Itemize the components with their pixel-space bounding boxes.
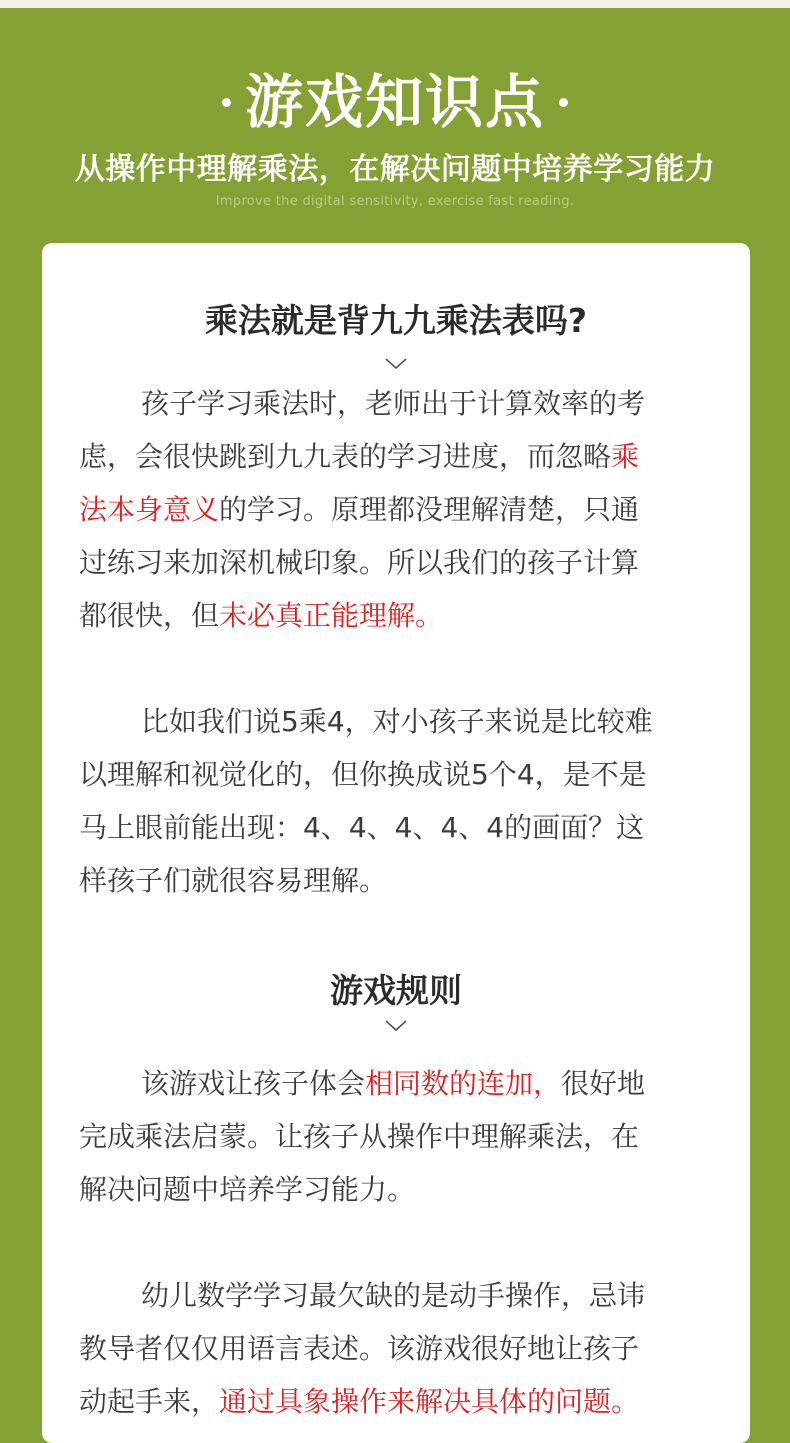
section-title-rules: 游戏规则 xyxy=(330,971,462,1010)
highlight-text: 乘 xyxy=(611,440,640,473)
title-dot-right xyxy=(559,98,568,107)
para-line: 以理解和视觉化的，但你换成说5个4，是不是 xyxy=(79,758,647,791)
para-line: 孩子学习乘法时，老师出于计算效率的考 xyxy=(141,387,646,420)
highlight-text: 未必真正能理解。 xyxy=(219,599,444,632)
chevron-down-icon xyxy=(384,357,408,371)
para-line: 该游戏让孩子体会 xyxy=(141,1067,366,1100)
paragraph-multiplication-example xyxy=(79,695,709,907)
highlight-text: 相同数的连加， xyxy=(365,1067,562,1100)
main-title xyxy=(0,62,790,142)
english-subtitle: Improve the digital sensitivity, exercise fast reading. xyxy=(215,194,575,209)
para-line: 解决问题中培养学习能力。 xyxy=(79,1173,416,1206)
top-strip xyxy=(0,0,790,8)
chevron-down-icon xyxy=(384,1019,408,1033)
paragraph-multiplication-intro xyxy=(79,377,709,642)
section-title-multiplication: 乘法就是背九九乘法表吗? xyxy=(204,301,588,340)
para-line: 虑，会很快跳到九九表的学习进度，而忽略 xyxy=(79,440,612,473)
para-line: 教导者仅仅用语言表述。该游戏很好地让孩子 xyxy=(79,1332,640,1365)
para-line: 完成乘法启蒙。让孩子从操作中理解乘法，在 xyxy=(79,1120,640,1153)
para-line: 马上眼前能出现：4、4、4、4、4的画面？这 xyxy=(79,811,645,844)
para-line: 的学习。原理都没理解清楚，只通 xyxy=(219,493,640,526)
para-line: 很好地 xyxy=(561,1067,646,1100)
para-line: 过练习来加深机械印象。所以我们的孩子计算 xyxy=(79,546,640,579)
paragraph-rules-intro xyxy=(79,1057,709,1216)
paragraph-rules-hands-on xyxy=(79,1269,709,1428)
page-subtitle: 从操作中理解乘法，在解决问题中培养学习能力 xyxy=(74,152,716,187)
header xyxy=(0,62,790,210)
para-line: 都很快，但 xyxy=(79,599,220,632)
page-title: 游戏知识点 xyxy=(244,68,545,136)
content-card xyxy=(42,243,750,1443)
highlight-text: 法本身意义 xyxy=(79,493,220,526)
para-line: 动起手来， xyxy=(79,1385,220,1418)
title-dot-left xyxy=(222,98,231,107)
para-line: 幼儿数学学习最欠缺的是动手操作，忌讳 xyxy=(141,1279,646,1312)
para-line: 样孩子们就很容易理解。 xyxy=(79,864,388,897)
highlight-text: 通过具象操作来解决具体的问题。 xyxy=(219,1385,640,1418)
para-line: 比如我们说5乘4，对小孩子来说是比较难 xyxy=(141,705,653,738)
